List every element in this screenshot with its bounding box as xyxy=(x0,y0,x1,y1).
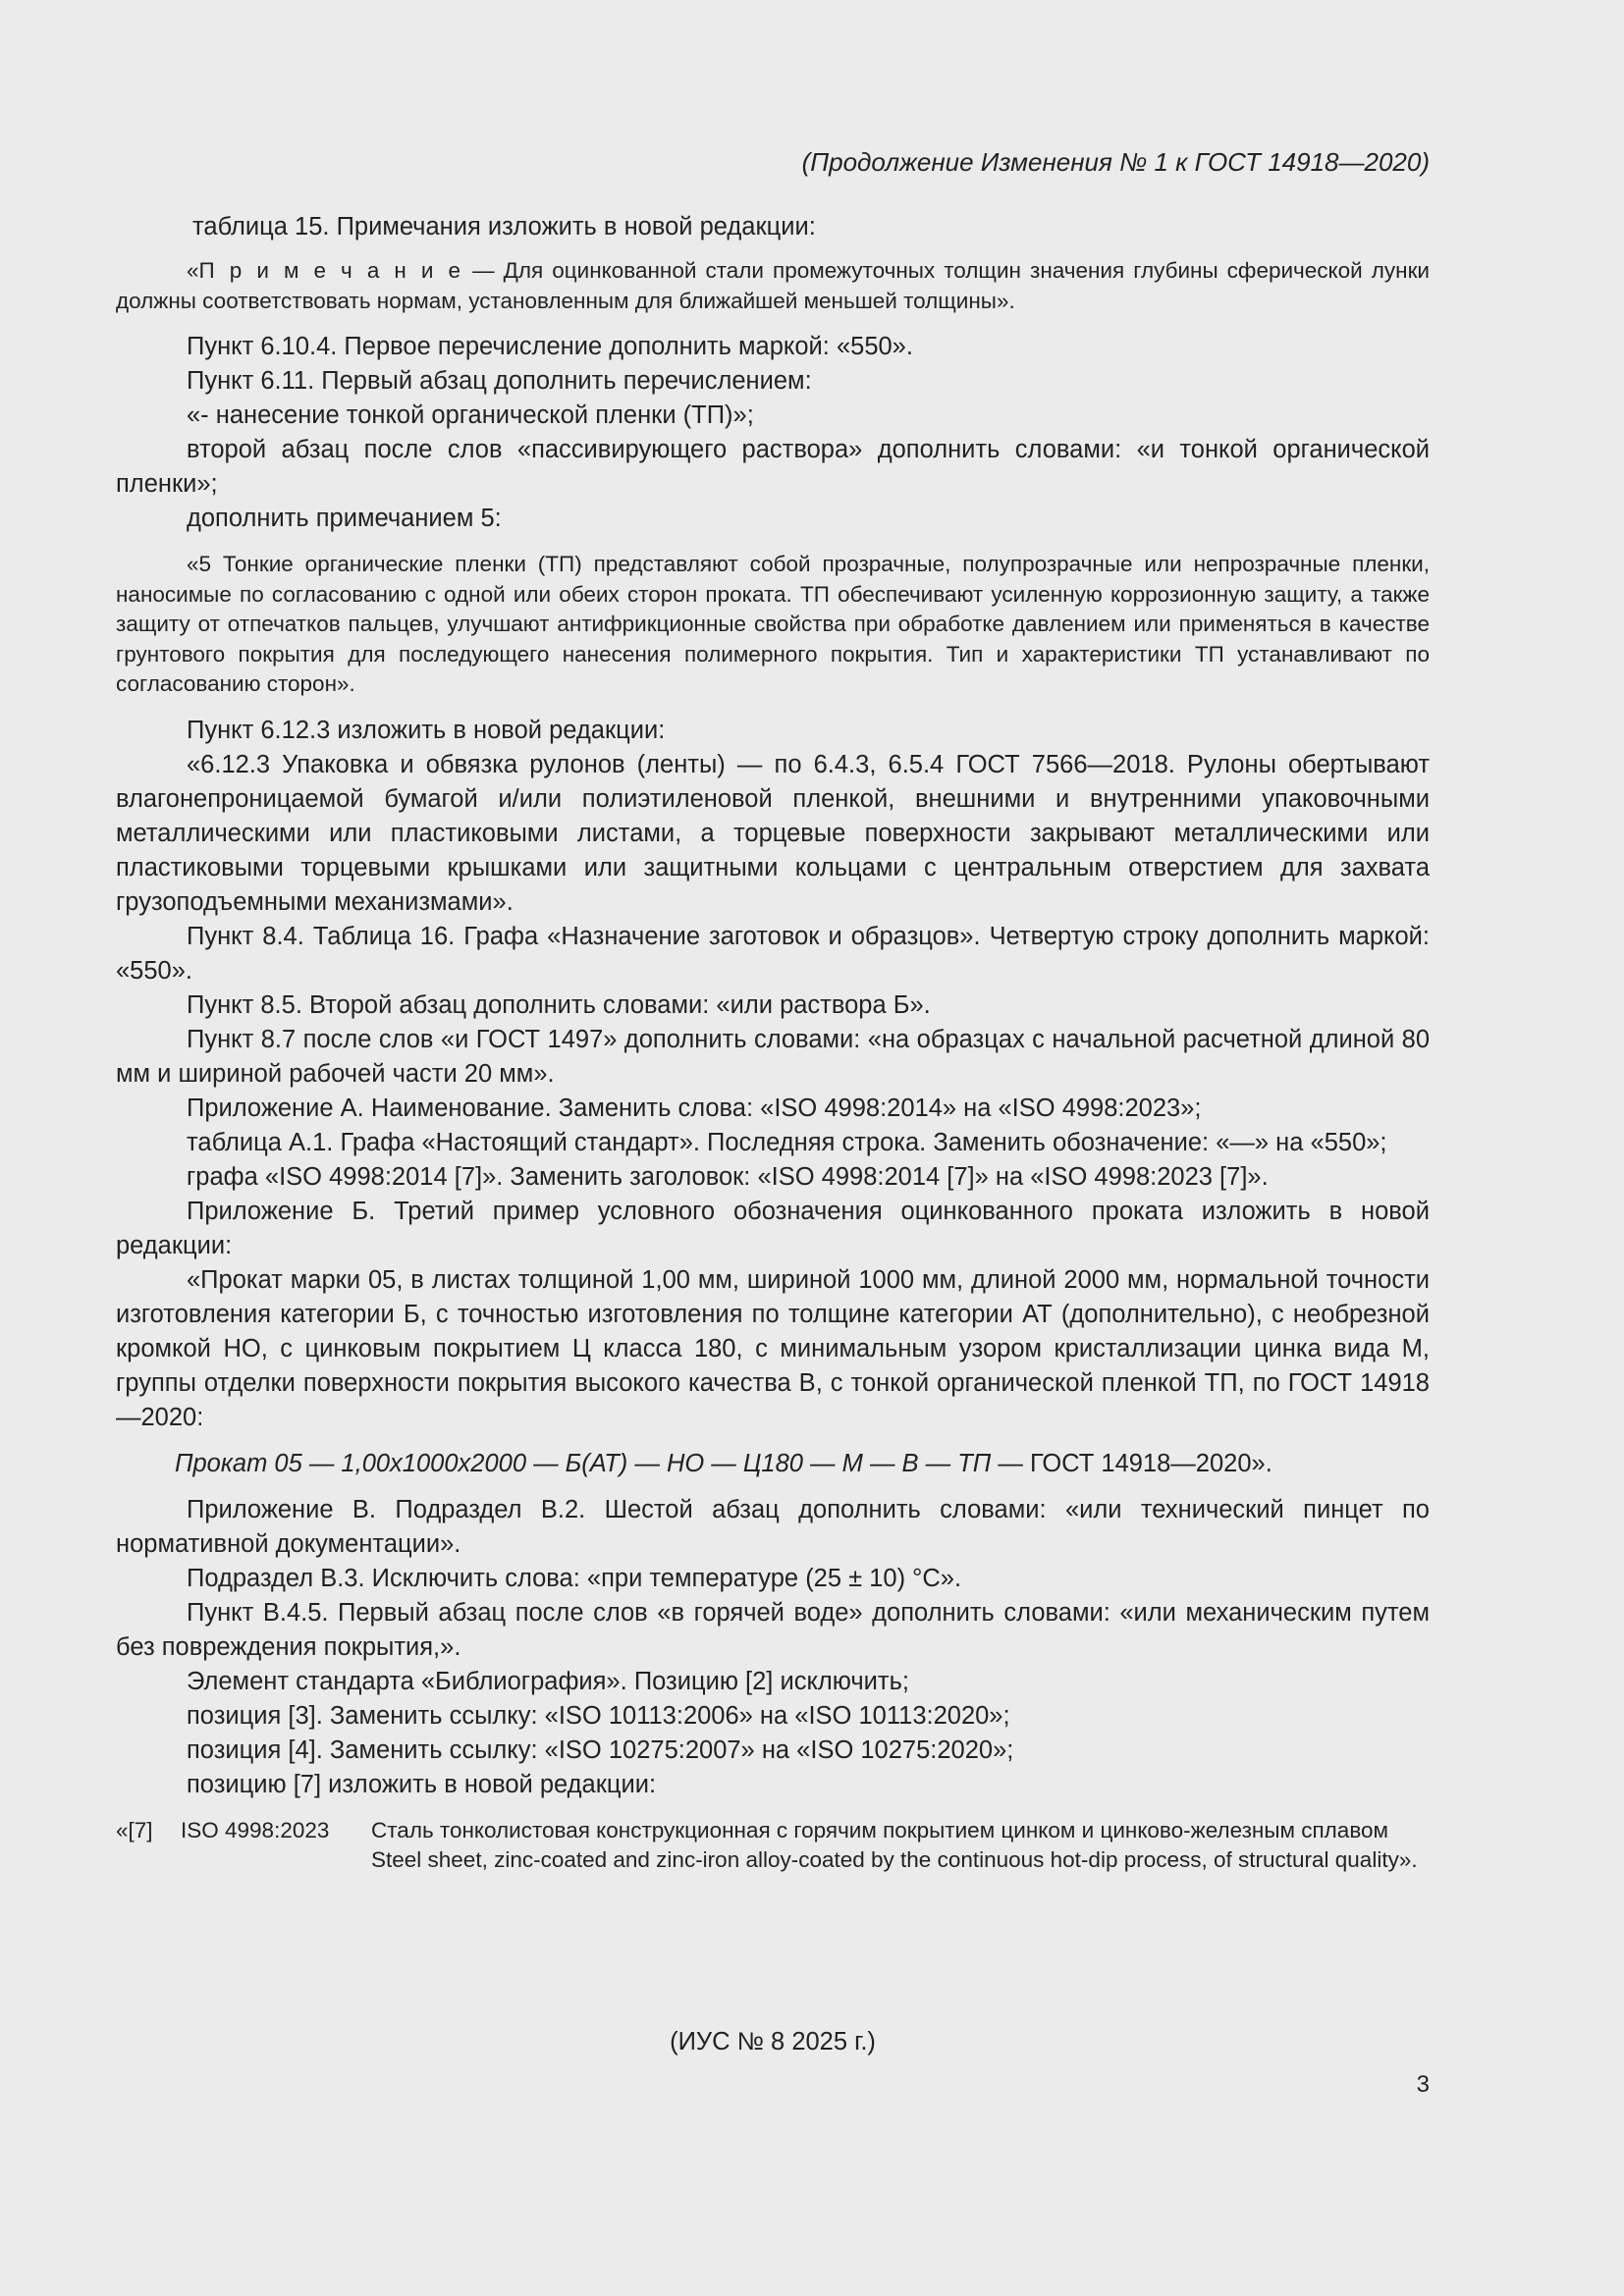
table15-instruction: таблица 15. Примечания изложить в новой редакции: xyxy=(192,213,816,240)
designation-formula xyxy=(116,1447,1430,1481)
appendix-a: Приложение А. Наименование. Заменить слова: «ISO 4998:2014» на «ISO 4998:2023»; xyxy=(187,1094,1202,1122)
clause-6-12-3-text: «6.12.3 Упаковка и обвязка рулонов (ленты) — по 6.4.3, 6.5.4 ГОСТ 7566—2018. Рулоны обертывают влагонепроницаемой бумагой и/или полиэтиленовой пленкой, внешними и внутренними упаковочными металлическими или пластиковыми листами, а торцевые поверхности закрывают металлическими или пластиковыми торцевыми крышками или защитными кольцами с центральным отверстием для захвата грузоподъемными механизмами». xyxy=(116,750,1430,916)
clause-6-11-item: «- нанесение тонкой органической пленки (ТП)»; xyxy=(187,401,754,429)
bibliography-entry-title-ru: Сталь тонколистовая конструкционная с горячим покрытием цинком и цинково-железным сплавом xyxy=(371,1817,1388,1842)
appendix-b: Приложение Б. Третий пример условного обозначения оцинкованного проката изложить в новой редакции: xyxy=(116,1197,1430,1259)
bibliography-entry-title-en: Steel sheet, zinc-coated and zinc-iron alloy-coated by the continuous hot-dip process, of structural quality». xyxy=(371,1847,1418,1872)
clause-8-4: Пункт 8.4. Таблица 16. Графа «Назначение заготовок и образцов». Четвертую строку дополнить маркой: «550». xyxy=(116,922,1430,985)
appendix-a-column: графа «ISO 4998:2014 [7]». Заменить заголовок: «ISO 4998:2014 [7]» на «ISO 4998:2023 [7]». xyxy=(187,1162,1269,1191)
note-5: «5 Тонкие органические пленки (ТП) представляют собой прозрачные, полупрозрачные или непрозрачные пленки, наносимые по согласованию с одной или обеих сторон проката. ТП обеспечивают усиленную коррозионную защиту, а также защиту от отпечатков пальцев, улучшают антифрикционные свойства при обработке давлением или применяться в качестве грунтового покрытия для последующего нанесения полимерного покрытия. Тип и характеристики ТП устанавливают по согласованию сторон». xyxy=(116,552,1430,696)
document-body xyxy=(116,210,1430,1876)
bibliography-entry-number: «[7] xyxy=(116,1817,153,1842)
bibliography-item-4: позиция [4]. Заменить ссылку: «ISO 10275:2007» на «ISO 10275:2020»; xyxy=(187,1735,1014,1764)
clause-8-7: Пункт 8.7 после слов «и ГОСТ 1497» дополнить словами: «на образцах с начальной расчетной длиной 80 мм и шириной рабочей части 20 мм». xyxy=(116,1025,1430,1088)
bibliography-entry-titles xyxy=(371,1816,1430,1876)
clause-6-10-4: Пункт 6.10.4. Первое перечисление дополнить маркой: «550». xyxy=(187,333,913,360)
note-1 xyxy=(116,256,1430,316)
formula-italic: Прокат 05 — 1,00х1000х2000 — Б(АТ) — НО — Ц180 — М — В — ТП xyxy=(175,1449,992,1477)
clause-6-12-3: Пункт 6.12.3 изложить в новой редакции: xyxy=(187,716,666,744)
page-header: (Продолжение Изменения № 1 к ГОСТ 14918—2020) xyxy=(801,147,1430,177)
bibliography-item-7: позицию [7] изложить в новой редакции: xyxy=(187,1770,657,1798)
appendix-v-4-5: Пункт В.4.5. Первый абзац после слов «в горячей воде» дополнить словами: «или механическим путем без повреждения покрытия,». xyxy=(116,1598,1430,1661)
appendix-v-3: Подраздел В.3. Исключить слова: «при температуре (25 ± 10) °С». xyxy=(187,1564,962,1592)
ius-reference: (ИУС № 8 2025 г.) xyxy=(670,2028,876,2056)
appendix-b-text: «Прокат марки 05, в листах толщиной 1,00 мм, шириной 1000 мм, длиной 2000 мм, нормальной точности изготовления категории Б, с точностью изготовления по толщине категории АТ (дополнительно), с необрезной кромкой НО, с цинковым покрытием Ц класса 180, с минимальным узором кристаллизации цинка вида М, группы отделки поверхности покрытия высокого качества В, с тонкой органической пленкой ТП, по ГОСТ 14918—2020: xyxy=(116,1265,1430,1431)
clause-6-11-note: дополнить примечанием 5: xyxy=(187,505,502,532)
formula-tail: — ГОСТ 14918—2020». xyxy=(991,1449,1272,1477)
appendix-a-table: таблица А.1. Графа «Настоящий стандарт». Последняя строка. Заменить обозначение: «—» на «550»; xyxy=(187,1128,1387,1156)
note-1-text: — Для оцинкованной стали промежуточных толщин значения глубины сферической лунки должны соответствовать нормам, установленным для ближайшей меньшей толщины». xyxy=(116,258,1430,313)
note-1-label: П р и м е ч а н и е xyxy=(198,258,464,283)
clause-6-11: Пункт 6.11. Первый абзац дополнить перечислением: xyxy=(187,367,812,395)
page-number: 3 xyxy=(1416,2071,1430,2098)
document-page xyxy=(116,0,1430,2296)
clause-6-11-second: второй абзац после слов «пассивирующего раствора» дополнить словами: «и тонкой органической пленки»; xyxy=(116,436,1430,498)
bibliography-element: Элемент стандарта «Библиография». Позицию [2] исключить; xyxy=(187,1667,909,1695)
bibliography-item-3: позиция [3]. Заменить ссылку: «ISO 10113:2006» на «ISO 10113:2020»; xyxy=(187,1701,1010,1730)
note-1-open-quote: « xyxy=(187,258,199,283)
bibliography-entry-iso: ISO 4998:2023 xyxy=(181,1817,330,1842)
clause-8-5: Пункт 8.5. Второй абзац дополнить словами: «или раствора Б». xyxy=(187,990,931,1019)
bibliography-entry xyxy=(116,1816,1430,1876)
appendix-v: Приложение В. Подраздел В.2. Шестой абзац дополнить словами: «или технический пинцет по нормативной документации». xyxy=(116,1495,1430,1558)
